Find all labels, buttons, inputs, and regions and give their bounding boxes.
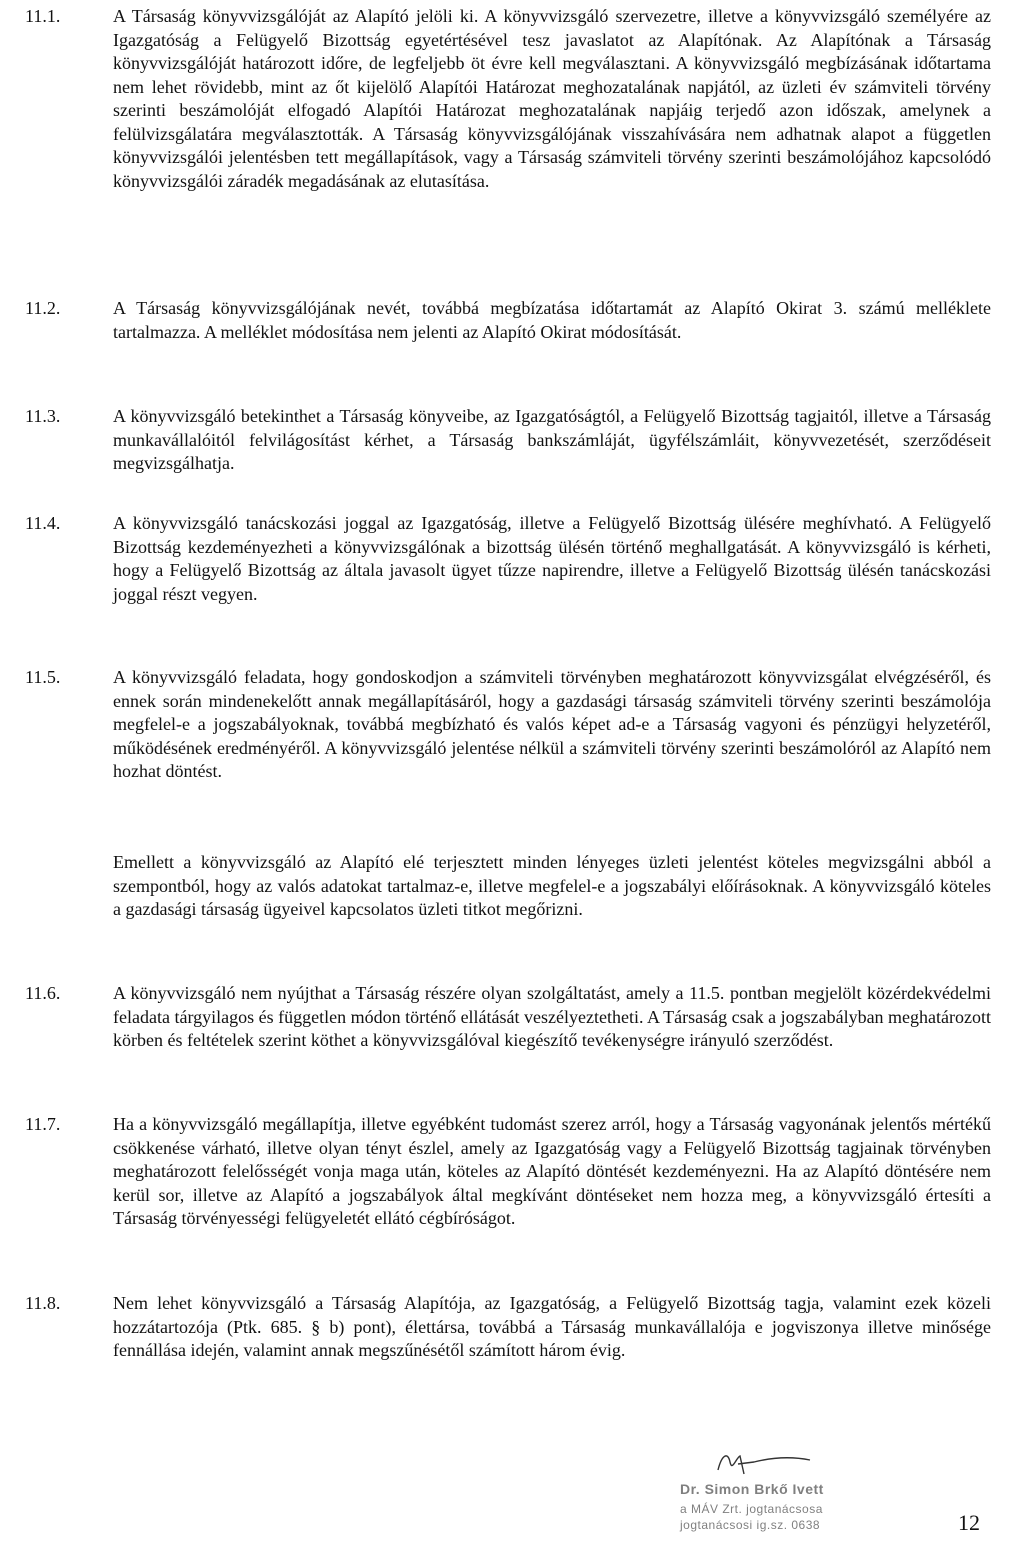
section-number: 11.3. <box>25 406 61 426</box>
stamp-name: Dr. Simon Brkő Ivett <box>680 1481 824 1497</box>
paragraph: A könyvvizsgáló betekinthet a Társaság könyveibe, az Igazgatóságtól, a Felügyelő Bizottság tagjaitól, illetve a Társaság munkavállalóitól felvilágosítást kérhet, a Társaság bankszámláját, ügyfélszámláit, könyvvezetését, szerződéseit megvizsgálhatja. <box>113 406 991 473</box>
paragraph: A Társaság könyvvizsgálóját az Alapító jelöli ki. A könyvvizsgáló szervezetre, illetve a könyvvizsgáló személyére az Igazgatóság a Felügyelő Bizottság egyetértésével tesz javaslatot az Alapítónak. Az Alapítónak a Társaság könyvvizsgálóját határozott időre, de legfeljebb öt évre kell megválasztani. A könyvvizsgáló megbízásának időtartama nem lehet rövidebb, mint az őt kijelölő Alapítói Határozat meghozatalának napjától, az üzleti év számviteli törvény szerinti beszámolóját elfogadó Alapítói Határozat meghozatalának napjáig terjedő azon időszak, amelynek a felülvizsgálatára megválasztották. A Társaság könyvvizsgálójának visszahívására nem adhatnak alapot a független könyvvizsgálói jelentésben tett megállapítások, vagy a Társaság számviteli törvény szerinti beszámolójához kapcsolódó könyvvizsgálói záradék megadásának az elutasítása. <box>113 6 991 191</box>
section-body <box>113 1292 991 1363</box>
section-body <box>113 405 991 476</box>
signature-stamp <box>680 1452 920 1542</box>
section-body <box>113 666 991 784</box>
section-number: 11.6. <box>25 983 61 1003</box>
section-body <box>113 297 991 344</box>
section-number: 11.7. <box>25 1114 61 1134</box>
section-number: 11.1. <box>25 6 61 26</box>
paragraph: Nem lehet könyvvizsgáló a Társaság Alapítója, az Igazgatóság, a Felügyelő Bizottság tagja, valamint ezek közeli hozzátartozója (Ptk. 685. § b) pont), élettársa, továbbá a Társaság munkavállalója e jogviszonya illetve minősége fennállása idején, valamint annak megszűnésétől számított három évig. <box>113 1293 991 1360</box>
section-body <box>113 982 991 1053</box>
paragraph: A Társaság könyvvizsgálójának nevét, továbbá megbízatása időtartamát az Alapító Okirat 3. számú melléklete tartalmazza. A melléklet módosítása nem jelenti az Alapító Okirat módosítását. <box>113 298 991 342</box>
handwritten-signature-icon <box>710 1448 820 1478</box>
stamp-title: a MÁV Zrt. jogtanácsosa <box>680 1502 823 1516</box>
section-body <box>113 5 991 193</box>
paragraph: A könyvvizsgáló nem nyújthat a Társaság részére olyan szolgáltatást, amely a 11.5. pontban megjelölt közérdekvédelmi feladata tárgyilagos és független módon történő ellátását veszélyeztetheti. A Társaság csak a jogszabályban meghatározott körben és feltételek szerint köthet a könyvvizsgálóval kiegészítő tevékenységre irányuló szerződést. <box>113 983 992 1050</box>
section-number: 11.5. <box>25 667 61 687</box>
section-number: 11.4. <box>25 513 61 533</box>
section-number: 11.2. <box>25 298 61 318</box>
paragraph: A könyvvizsgáló feladata, hogy gondoskodjon a számviteli törvényben meghatározott könyvvizsgálat elvégzéséről, és ennek során mindenekelőtt annak megállapításáról, hogy a gazdasági társaság számviteli törvény szerinti beszámolója megfelel-e a jogszabályoknak, továbbá megbízható és valós képet ad-e a Társaság vagyoni és pénzügyi helyzetéről, működésének eredményéről. A könyvvizsgáló jelentése nélkül a számviteli törvény szerinti beszámolóról az Alapító nem hozhat döntést. <box>113 667 991 781</box>
paragraph: Ha a könyvvizsgáló megállapítja, illetve egyébként tudomást szerez arról, hogy a Társaság vagyonának jelentős mértékű csökkenése várható, illetve olyan tényt észlel, amely az Igazgatóság vagy a Felügyelő Bizottság tagjainak törvényben meghatározott felelősségét vonja maga után, köteles az Alapító döntését kezdeményezni. Ha az Alapító döntésére nem kerül sor, illetve az Alapító a jogszabályok által megkívánt döntéseket nem hozza meg, a könyvvizsgáló értesíti a Társaság törvényességi felügyeletét ellátó cégbíróságot. <box>113 1114 991 1228</box>
section-body <box>113 851 991 922</box>
paragraph: A könyvvizsgáló tanácskozási joggal az Igazgatóság, illetve a Felügyelő Bizottság ülésére meghívható. A Felügyelő Bizottság kezdeményezheti a könyvvizsgálónak a bizottság ülésén történő meghallgatását. A könyvvizsgáló is kérheti, hogy a Felügyelő Bizottság az általa javasolt ügyet tűzze napirendre, illetve a Felügyelő Bizottság ülésén tanácskozási joggal részt vegyen. <box>113 513 991 604</box>
stamp-registration: jogtanácsosi ig.sz. 0638 <box>680 1518 821 1532</box>
section-body <box>113 1113 991 1231</box>
section-number: 11.8. <box>25 1293 61 1313</box>
paragraph: Emellett a könyvvizsgáló az Alapító elé terjesztett minden lényeges üzleti jelentést köteles megvizsgálni abból a szempontból, hogy az valós adatokat tartalmaz-e, illetve megfelel-e a jogszabályi előírásoknak. A könyvvizsgáló köteles a gazdasági társaság ügyeivel kapcsolatos üzleti titkot megőrizni. <box>113 852 991 919</box>
page-number: 12 <box>958 1510 980 1535</box>
section-body <box>113 512 991 606</box>
